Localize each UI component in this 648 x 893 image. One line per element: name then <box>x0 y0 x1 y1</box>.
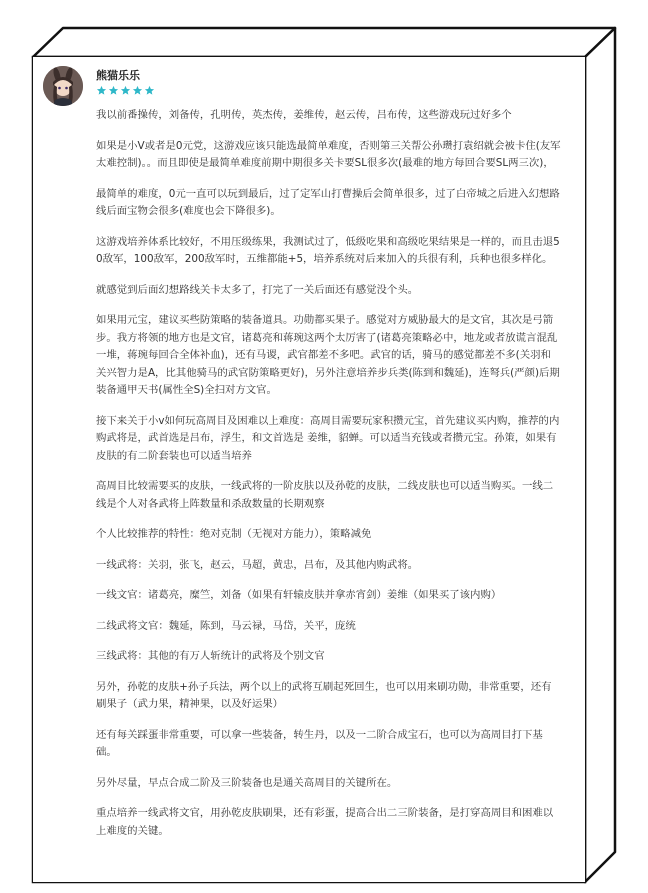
star-icon <box>144 85 155 96</box>
review-paragraph: 如果用元宝，建议买些防策略的装备道具。功勋都买果子。感觉对方威胁最大的是文官，其次是弓箭步。我方将领的地方也是文官，诸葛亮和蒋琬这两个太厉害了(诸葛亮策略必中，地龙或者放谎言混乱一堆，蒋琬每回合全体补血)，还有马谡，武官都差不多吧。武官的话，骑马的感觉都差不多(关羽和关兴智力是A，比其他骑马的武官防策略更好)，另外注意培养步兵类(陈到和魏延)，连弩兵(严颜)后期装备通甲天书(属性全S)全扫对方文官。 <box>96 314 560 396</box>
review-card <box>33 57 585 882</box>
review-paragraph: 二线武将文官：魏延，陈到，马云禄，马岱，关平，庞统 <box>96 619 356 632</box>
star-icon <box>108 85 119 96</box>
username[interactable]: 熊猫乐乐 <box>96 69 140 82</box>
review-paragraph: 三线武将：其他的有万人斩统计的武将及个别文官 <box>96 650 325 662</box>
avatar-portrait-icon <box>43 66 83 106</box>
review-paragraph: 这游戏培养体系比较好，不用压级练果，我测试过了，低级吃果和高级吃果结果是一样的，而且击退50敌军，100敌军，200敌军时，五维都能+5，培养系统对后来加入的兵很有利，兵种也很多样化。 <box>96 235 560 265</box>
review-paragraph: 个人比较推荐的特性：绝对克制（无视对方能力），策略减免 <box>96 528 372 540</box>
review-paragraph: 高周目比较需要买的皮肤，一线武将的一阶皮肤以及孙乾的皮肤，二线皮肤也可以适当购买。一线二线是个人对各武将上阵数量和杀敌数量的长期观察 <box>96 480 554 510</box>
review-paragraph: 我以前番操传，刘备传，孔明传，英杰传，姜维传，赵云传，吕布传，这些游戏玩过好多个 <box>96 109 512 121</box>
review-paragraph: 另外，孙乾的皮肤+孙子兵法，两个以上的武将互刷起死回生，也可以用来刷功勋，非常重要，还有刷果子（武力果，精神果，以及好运果） <box>96 680 552 710</box>
review-paragraph: 就感觉到后面幻想路线关卡太多了，打完了一关后面还有感觉没个头。 <box>96 283 419 296</box>
review-paragraph: 最简单的难度，0元一直可以玩到最后，过了定军山打曹操后会简单很多，过了白帝城之后进入幻想路线后面宝物会很多(难度也会下降很多)。 <box>96 187 560 217</box>
review-paragraph: 如果是小V或者是0元党，这游戏应该只能选最简单难度，否则第三关帮公孙瓒打袁绍就会被卡住(友军太难控制)。。而且即使是最简单难度前期中期很多关卡要SL很多次(最难的地方每回合要SL两三次)， <box>96 139 561 169</box>
star-icon <box>132 85 143 96</box>
avatar[interactable] <box>43 66 83 106</box>
review-paragraph: 另外尽量，早点合成二阶及三阶装备也是通关高周目的关键所在。 <box>96 776 398 789</box>
star-icon <box>120 85 131 96</box>
review-paragraph: 重点培养一线武将文官，用孙乾皮肤刷果，还有彩蛋，提高合出二三阶装备，是打穿高周目和困难以上难度的关键。 <box>96 807 554 837</box>
review-body <box>96 107 561 853</box>
review-paragraph: 接下来关于小v如何玩高周目及困难以上难度：高周目需要玩家积攒元宝，首先建议买内购，推荐的内购武将是，武首选是吕布，浮生，和文首选是 姜维，貂蝉。可以适当充钱或者攒元宝。孙策，如果有皮肤的有二阶套装也可以适当培养 <box>96 414 560 462</box>
review-paragraph: 还有每关踩蛋非常重要，可以拿一些装备，转生丹，以及一二阶合成宝石，也可以为高周目打下基础。 <box>96 728 543 758</box>
star-icon <box>96 85 107 96</box>
rating-stars <box>96 85 155 97</box>
review-paragraph: 一线文官：诸葛亮，糜竺，刘备（如果有轩辕皮肤并拿赤宵剑）姜维（如果买了该内购） <box>96 589 502 601</box>
review-paragraph: 一线武将：关羽，张飞，赵云，马超，黄忠，吕布，及其他内购武将。 <box>96 558 419 571</box>
